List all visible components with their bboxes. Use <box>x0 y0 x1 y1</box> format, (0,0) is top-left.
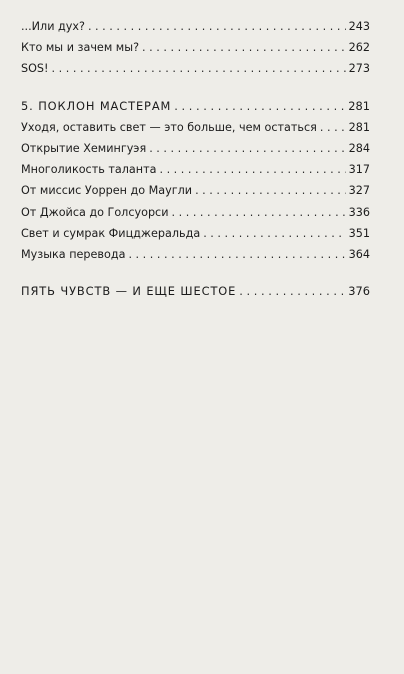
toc-entry-page: 243 <box>348 20 370 33</box>
toc-entry-title: Кто мы и зачем мы? <box>21 41 140 55</box>
toc-part-page: 281 <box>348 98 370 113</box>
toc-entry-title: Многоликость таланта <box>21 163 157 177</box>
dot-leader <box>159 159 345 180</box>
toc-part-title: ПЯТЬ ЧУВСТВ — И ЕЩЕ ШЕСТОЕ <box>21 284 237 299</box>
section-gap <box>21 265 370 281</box>
toc-entry-title: От миссис Уоррен до Маугли <box>21 184 193 198</box>
toc-entry-title: Уходя, оставить свет — это больше, чем остаться <box>21 120 317 134</box>
dot-leader <box>88 16 346 37</box>
toc-part-heading <box>21 281 370 302</box>
toc-entry-page: 262 <box>348 41 370 55</box>
dot-leader <box>174 96 345 117</box>
section-gap <box>21 80 370 96</box>
toc-entry-page: 327 <box>348 184 370 198</box>
toc-entry-page: 364 <box>348 247 370 261</box>
toc-entry-page: 281 <box>348 120 370 134</box>
toc-entry-page: 351 <box>348 226 370 240</box>
toc-entry-title: Музыка перевода <box>21 247 126 261</box>
toc-entry <box>21 159 370 180</box>
toc-part-title: 5. ПОКЛОН МАСТЕРАМ <box>21 98 172 113</box>
dot-leader <box>239 281 345 302</box>
toc-entry <box>21 180 370 201</box>
toc-entry-page: 317 <box>348 163 370 177</box>
table-of-contents <box>21 16 370 302</box>
toc-entry-title: От Джойса до Голсуорси <box>21 205 169 219</box>
dot-leader <box>195 180 346 201</box>
dot-leader <box>320 117 346 138</box>
toc-entry-title: ...Или дух? <box>21 20 85 33</box>
dot-leader <box>128 244 345 265</box>
toc-part-page: 376 <box>348 284 370 299</box>
toc-entry <box>21 16 370 37</box>
toc-entry-page: 273 <box>348 62 370 76</box>
toc-entry-title: SOS! <box>21 62 49 76</box>
toc-entry-title: Открытие Хемингуэя <box>21 141 147 155</box>
toc-entry <box>21 138 370 159</box>
toc-entry <box>21 244 370 265</box>
toc-entry <box>21 58 370 79</box>
toc-entry <box>21 223 370 244</box>
dot-leader <box>203 223 345 244</box>
toc-entry-page: 284 <box>348 141 370 155</box>
dot-leader <box>52 58 346 79</box>
toc-entry <box>21 117 370 138</box>
dot-leader <box>171 202 345 223</box>
dot-leader <box>149 138 345 159</box>
toc-entry-page: 336 <box>348 205 370 219</box>
dot-leader <box>142 37 346 58</box>
toc-entry <box>21 202 370 223</box>
toc-part-heading <box>21 96 370 117</box>
toc-entry-title: Свет и сумрак Фицджеральда <box>21 226 201 240</box>
toc-entry <box>21 37 370 58</box>
